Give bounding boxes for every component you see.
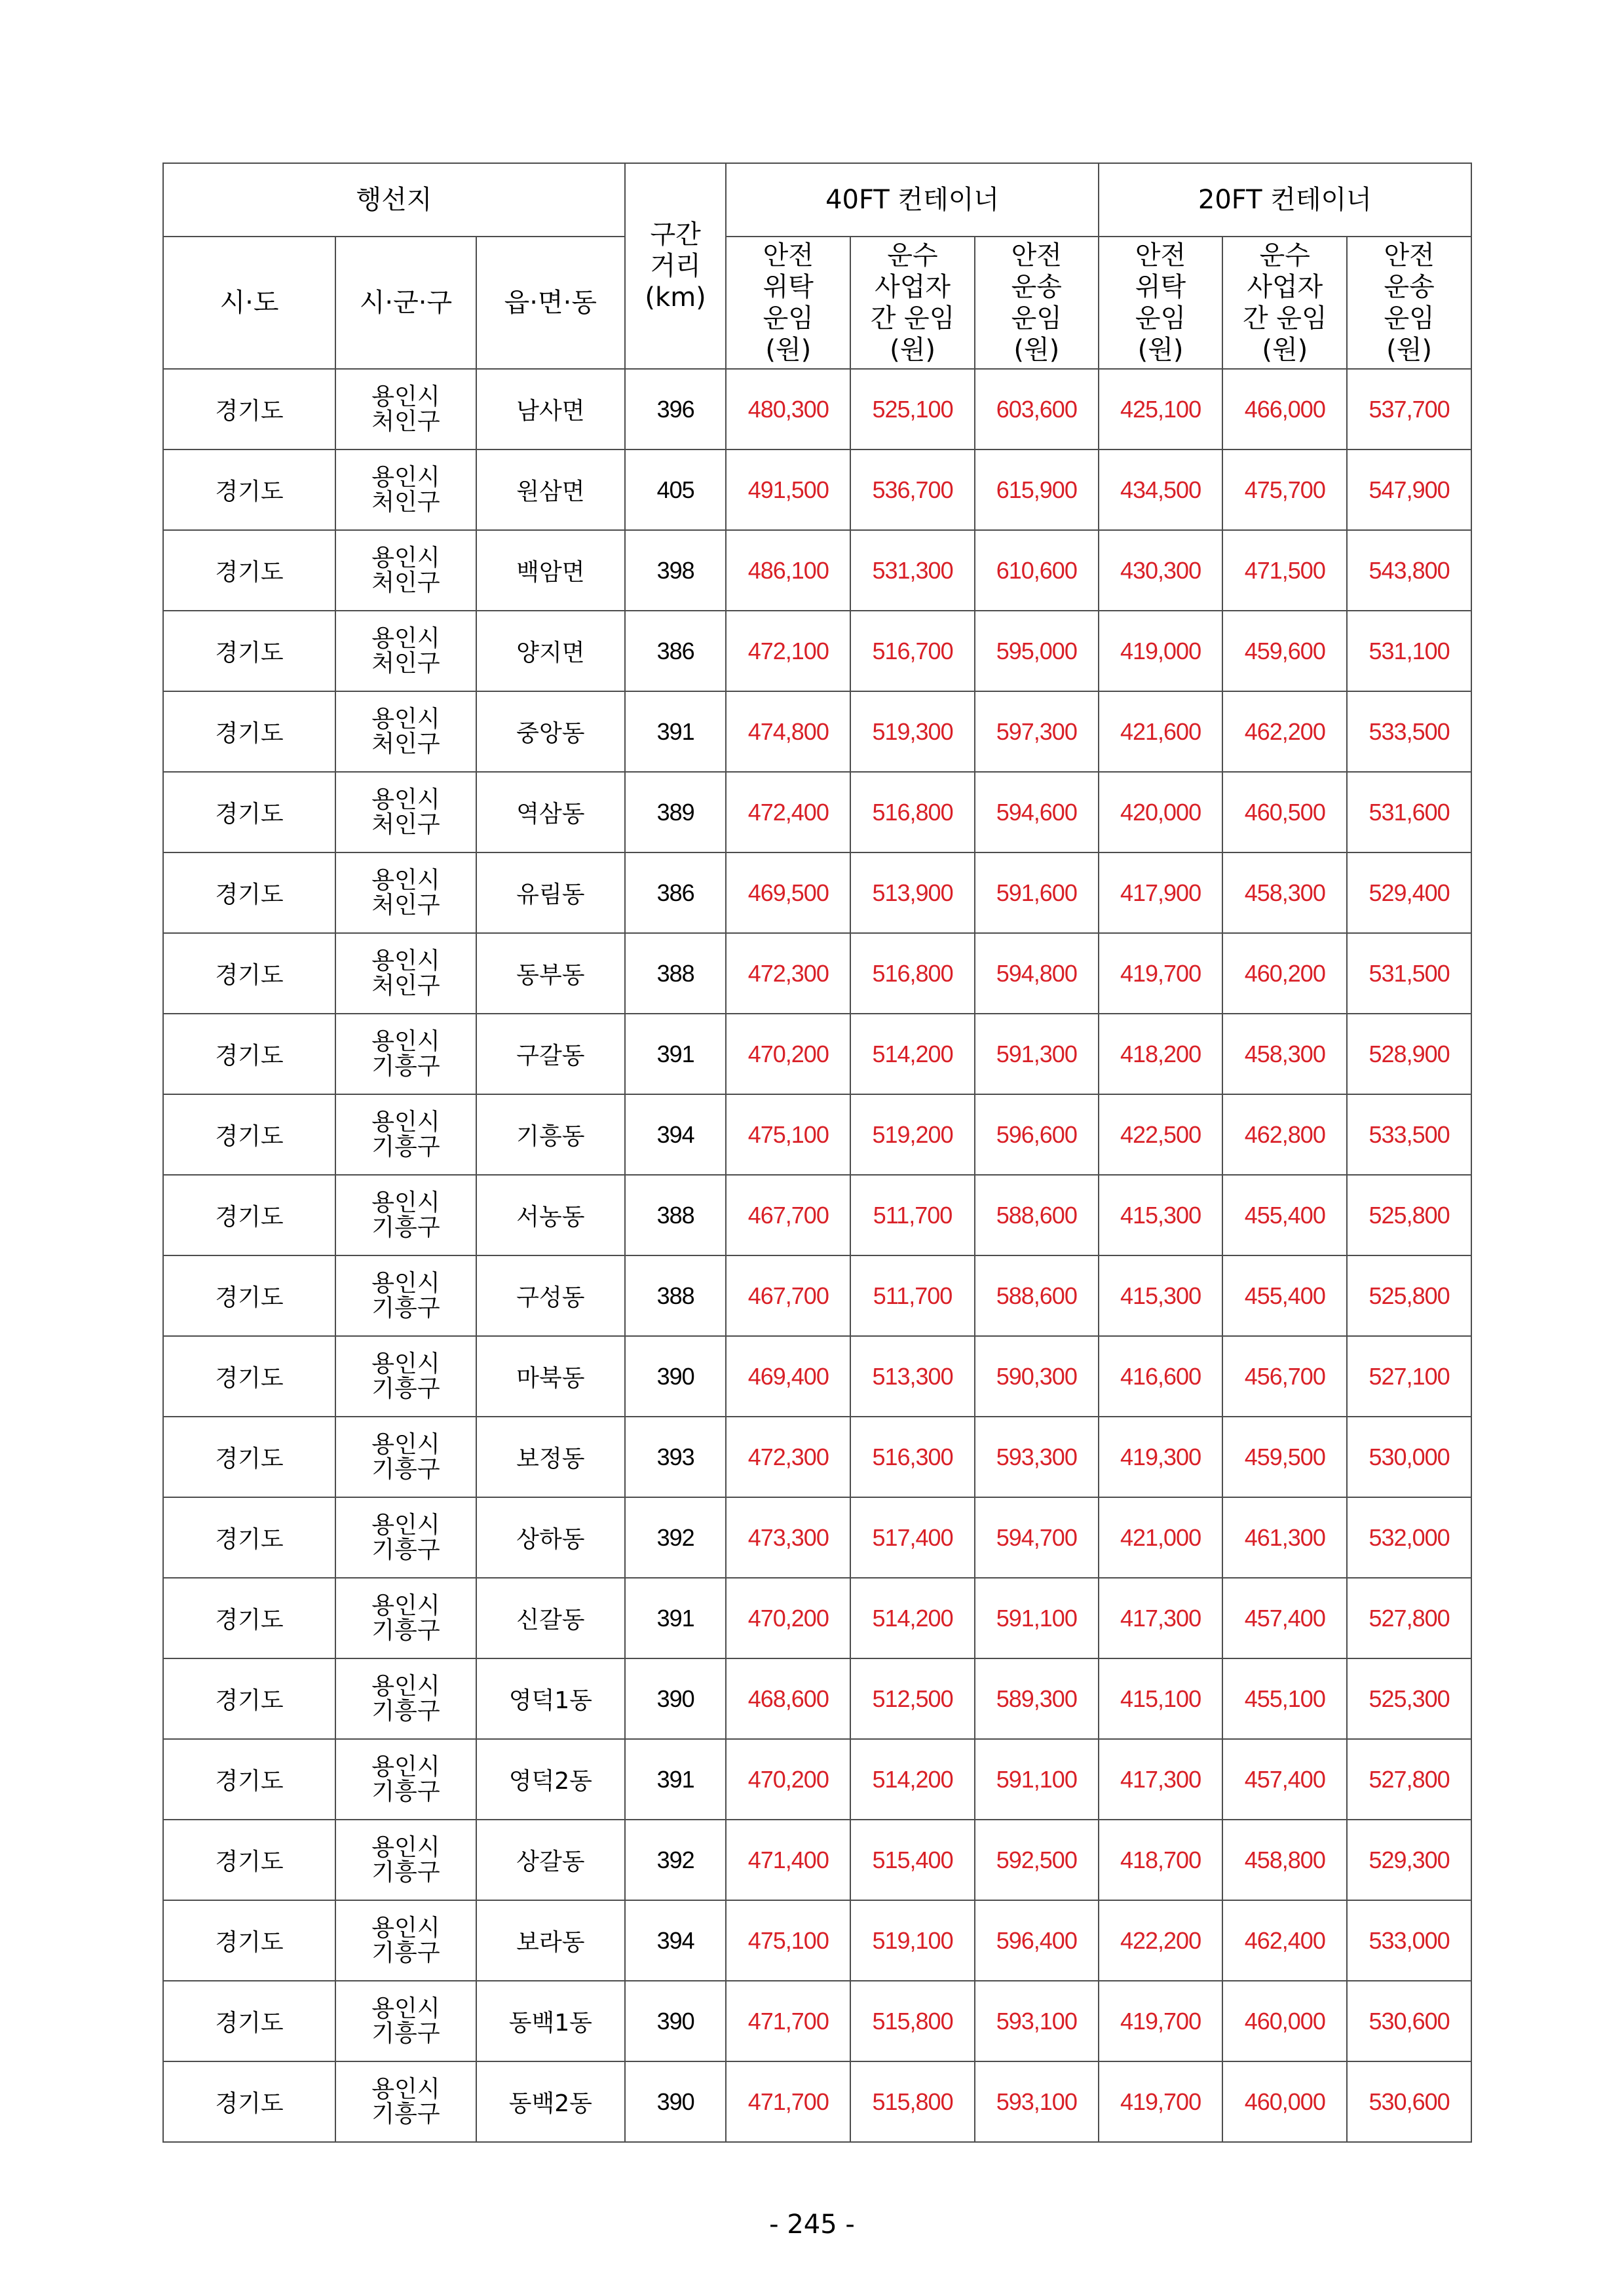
sido-cell: 경기도	[163, 530, 335, 611]
fare-cell: 460,000	[1222, 1981, 1347, 2061]
fare-cell: 460,200	[1222, 933, 1347, 1014]
fare-cell: 525,300	[1347, 1658, 1471, 1739]
sigungu-cell: 용인시 기흥구	[335, 1981, 476, 2061]
fare-cell: 531,600	[1347, 772, 1471, 852]
sido-cell: 경기도	[163, 450, 335, 530]
fare-cell: 455,400	[1222, 1255, 1347, 1336]
fare-cell: 473,300	[726, 1497, 850, 1578]
fare-cell: 593,100	[975, 1981, 1099, 2061]
distance-cell: 394	[625, 1094, 727, 1175]
table-row	[163, 1900, 1471, 1981]
fare-cell: 515,400	[850, 1820, 975, 1900]
container-40ft-header: 40FT 컨테이너	[726, 163, 1098, 237]
fare-cell: 536,700	[850, 450, 975, 530]
fare-cell: 458,300	[1222, 1014, 1347, 1094]
sigungu-cell: 용인시 처인구	[335, 450, 476, 530]
fare-cell: 593,300	[975, 1417, 1099, 1497]
fare-cell: 419,300	[1099, 1417, 1223, 1497]
sigungu-cell: 용인시 기흥구	[335, 1739, 476, 1820]
distance-cell: 398	[625, 530, 727, 611]
fare-cell: 514,200	[850, 1014, 975, 1094]
fare-cell: 491,500	[726, 450, 850, 530]
fare-cell: 527,800	[1347, 1578, 1471, 1658]
fare-cell: 588,600	[975, 1255, 1099, 1336]
fare-cell: 467,700	[726, 1175, 850, 1255]
distance-cell: 390	[625, 1981, 727, 2061]
table-row	[163, 691, 1471, 772]
fare-cell: 457,400	[1222, 1739, 1347, 1820]
fare-cell: 470,200	[726, 1578, 850, 1658]
freight-rate-table	[162, 163, 1472, 2143]
sido-header: 시·도	[163, 237, 335, 369]
distance-cell: 392	[625, 1820, 727, 1900]
fare-cell: 595,000	[975, 611, 1099, 691]
fare-cell: 422,500	[1099, 1094, 1223, 1175]
fare-cell: 458,800	[1222, 1820, 1347, 1900]
fare-cell: 462,800	[1222, 1094, 1347, 1175]
fare-cell: 594,600	[975, 772, 1099, 852]
eupmyeondong-cell: 구성동	[476, 1255, 625, 1336]
fare-cell: 525,800	[1347, 1175, 1471, 1255]
fare-cell: 421,000	[1099, 1497, 1223, 1578]
fare-cell: 516,300	[850, 1417, 975, 1497]
fare-cell: 597,300	[975, 691, 1099, 772]
fare-cell: 513,300	[850, 1336, 975, 1417]
fare-cell: 588,600	[975, 1175, 1099, 1255]
eupmyeondong-cell: 기흥동	[476, 1094, 625, 1175]
fare-cell: 480,300	[726, 369, 850, 450]
eupmyeondong-cell: 동백2동	[476, 2061, 625, 2142]
fare-cell: 470,200	[726, 1739, 850, 1820]
eupmyeondong-cell: 동백1동	[476, 1981, 625, 2061]
fare-cell: 475,100	[726, 1900, 850, 1981]
fare-cell: 529,400	[1347, 852, 1471, 933]
fare-cell: 531,300	[850, 530, 975, 611]
fare-cell: 547,900	[1347, 450, 1471, 530]
eupmyeondong-cell: 보정동	[476, 1417, 625, 1497]
eupmyeondong-cell: 양지면	[476, 611, 625, 691]
eupmyeondong-cell: 서농동	[476, 1175, 625, 1255]
table-row	[163, 1417, 1471, 1497]
fare-cell: 531,100	[1347, 611, 1471, 691]
fare-cell: 519,100	[850, 1900, 975, 1981]
table-row	[163, 530, 1471, 611]
sido-cell: 경기도	[163, 2061, 335, 2142]
distance-cell: 390	[625, 2061, 727, 2142]
fare-cell: 594,800	[975, 933, 1099, 1014]
fare-type-header-20-safety-transport: 안전 운송 운임 (원)	[1347, 237, 1471, 369]
sido-cell: 경기도	[163, 1578, 335, 1658]
fare-cell: 532,000	[1347, 1497, 1471, 1578]
sido-cell: 경기도	[163, 1658, 335, 1739]
fare-type-header-40-inter-carrier: 운수 사업자 간 운임 (원)	[850, 237, 975, 369]
table-body	[163, 369, 1471, 2142]
fare-cell: 415,300	[1099, 1175, 1223, 1255]
fare-cell: 603,600	[975, 369, 1099, 450]
fare-cell: 596,600	[975, 1094, 1099, 1175]
fare-cell: 517,400	[850, 1497, 975, 1578]
table-row	[163, 1175, 1471, 1255]
distance-header: 구간 거리 (km)	[625, 163, 727, 369]
distance-cell: 396	[625, 369, 727, 450]
distance-cell: 388	[625, 1255, 727, 1336]
fare-cell: 527,800	[1347, 1739, 1471, 1820]
distance-cell: 388	[625, 933, 727, 1014]
sigungu-cell: 용인시 기흥구	[335, 1417, 476, 1497]
destination-header: 행선지	[163, 163, 625, 237]
sigungu-cell: 용인시 처인구	[335, 852, 476, 933]
container-20ft-header: 20FT 컨테이너	[1099, 163, 1471, 237]
table-row	[163, 1820, 1471, 1900]
fare-cell: 594,700	[975, 1497, 1099, 1578]
eupmyeondong-cell: 영덕2동	[476, 1739, 625, 1820]
table-row	[163, 1497, 1471, 1578]
fare-cell: 421,600	[1099, 691, 1223, 772]
fare-cell: 417,300	[1099, 1739, 1223, 1820]
sigungu-cell: 용인시 기흥구	[335, 1175, 476, 1255]
distance-cell: 393	[625, 1417, 727, 1497]
fare-cell: 475,700	[1222, 450, 1347, 530]
fare-cell: 471,500	[1222, 530, 1347, 611]
eupmyeondong-cell: 신갈동	[476, 1578, 625, 1658]
table-row	[163, 450, 1471, 530]
fare-cell: 516,800	[850, 772, 975, 852]
fare-cell: 471,700	[726, 1981, 850, 2061]
table-row	[163, 1336, 1471, 1417]
fare-cell: 417,300	[1099, 1578, 1223, 1658]
fare-cell: 529,300	[1347, 1820, 1471, 1900]
sigungu-cell: 용인시 기흥구	[335, 2061, 476, 2142]
fare-cell: 419,700	[1099, 933, 1223, 1014]
table-row	[163, 933, 1471, 1014]
sigungu-header: 시·군·구	[335, 237, 476, 369]
eupmyeondong-cell: 구갈동	[476, 1014, 625, 1094]
sido-cell: 경기도	[163, 1417, 335, 1497]
fare-cell: 416,600	[1099, 1336, 1223, 1417]
eupmyeondong-cell: 남사면	[476, 369, 625, 450]
header-row-bottom	[163, 237, 1471, 369]
fare-cell: 512,500	[850, 1658, 975, 1739]
distance-cell: 391	[625, 1014, 727, 1094]
table-row	[163, 1094, 1471, 1175]
fare-cell: 589,300	[975, 1658, 1099, 1739]
eupmyeondong-cell: 보라동	[476, 1900, 625, 1981]
fare-cell: 593,100	[975, 2061, 1099, 2142]
fare-cell: 459,600	[1222, 611, 1347, 691]
distance-cell: 386	[625, 611, 727, 691]
table-row	[163, 611, 1471, 691]
fare-cell: 530,600	[1347, 1981, 1471, 2061]
fare-cell: 515,800	[850, 1981, 975, 2061]
eupmyeondong-cell: 백암면	[476, 530, 625, 611]
distance-cell: 391	[625, 1578, 727, 1658]
fare-cell: 590,300	[975, 1336, 1099, 1417]
table-row	[163, 369, 1471, 450]
sido-cell: 경기도	[163, 369, 335, 450]
fare-cell: 519,200	[850, 1094, 975, 1175]
fare-cell: 516,800	[850, 933, 975, 1014]
fare-cell: 472,400	[726, 772, 850, 852]
fare-cell: 415,300	[1099, 1255, 1223, 1336]
fare-cell: 511,700	[850, 1255, 975, 1336]
fare-type-header-40-safety-consignment: 안전 위탁 운임 (원)	[726, 237, 850, 369]
fare-cell: 461,300	[1222, 1497, 1347, 1578]
sigungu-cell: 용인시 처인구	[335, 611, 476, 691]
sido-cell: 경기도	[163, 1094, 335, 1175]
distance-cell: 391	[625, 1739, 727, 1820]
fare-cell: 469,500	[726, 852, 850, 933]
fare-cell: 519,300	[850, 691, 975, 772]
fare-cell: 419,700	[1099, 2061, 1223, 2142]
sigungu-cell: 용인시 기흥구	[335, 1014, 476, 1094]
eupmyeondong-cell: 동부동	[476, 933, 625, 1014]
table-row	[163, 1981, 1471, 2061]
fare-cell: 591,300	[975, 1014, 1099, 1094]
sigungu-cell: 용인시 기흥구	[335, 1900, 476, 1981]
fare-cell: 415,100	[1099, 1658, 1223, 1739]
distance-cell: 405	[625, 450, 727, 530]
table-row	[163, 1014, 1471, 1094]
distance-cell: 390	[625, 1336, 727, 1417]
fare-cell: 472,100	[726, 611, 850, 691]
fare-cell: 471,700	[726, 2061, 850, 2142]
fare-cell: 530,600	[1347, 2061, 1471, 2142]
fare-cell: 462,200	[1222, 691, 1347, 772]
eupmyeondong-cell: 상하동	[476, 1497, 625, 1578]
fare-cell: 455,400	[1222, 1175, 1347, 1255]
fare-cell: 533,500	[1347, 1094, 1471, 1175]
sido-cell: 경기도	[163, 933, 335, 1014]
fare-cell: 528,900	[1347, 1014, 1471, 1094]
sigungu-cell: 용인시 기흥구	[335, 1255, 476, 1336]
fare-cell: 420,000	[1099, 772, 1223, 852]
table-row	[163, 852, 1471, 933]
sigungu-cell: 용인시 기흥구	[335, 1578, 476, 1658]
fare-cell: 533,500	[1347, 691, 1471, 772]
fare-cell: 419,700	[1099, 1981, 1223, 2061]
fare-cell: 475,100	[726, 1094, 850, 1175]
eupmyeondong-cell: 중앙동	[476, 691, 625, 772]
fare-cell: 462,400	[1222, 1900, 1347, 1981]
sido-cell: 경기도	[163, 611, 335, 691]
eupmyeondong-cell: 영덕1동	[476, 1658, 625, 1739]
fare-cell: 468,600	[726, 1658, 850, 1739]
sigungu-cell: 용인시 기흥구	[335, 1658, 476, 1739]
sido-cell: 경기도	[163, 1255, 335, 1336]
fare-cell: 471,400	[726, 1820, 850, 1900]
sido-cell: 경기도	[163, 1820, 335, 1900]
distance-cell: 389	[625, 772, 727, 852]
table-row	[163, 1255, 1471, 1336]
distance-cell: 392	[625, 1497, 727, 1578]
fare-cell: 460,000	[1222, 2061, 1347, 2142]
fare-cell: 469,400	[726, 1336, 850, 1417]
sigungu-cell: 용인시 처인구	[335, 691, 476, 772]
fare-cell: 513,900	[850, 852, 975, 933]
fare-cell: 533,000	[1347, 1900, 1471, 1981]
fare-cell: 591,100	[975, 1739, 1099, 1820]
distance-cell: 394	[625, 1900, 727, 1981]
fare-cell: 543,800	[1347, 530, 1471, 611]
fare-cell: 514,200	[850, 1578, 975, 1658]
table-row	[163, 1578, 1471, 1658]
fare-cell: 474,800	[726, 691, 850, 772]
fare-cell: 472,300	[726, 933, 850, 1014]
sido-cell: 경기도	[163, 1900, 335, 1981]
sido-cell: 경기도	[163, 1981, 335, 2061]
table-row	[163, 1658, 1471, 1739]
sigungu-cell: 용인시 기흥구	[335, 1497, 476, 1578]
fare-cell: 592,500	[975, 1820, 1099, 1900]
fare-cell: 418,700	[1099, 1820, 1223, 1900]
fare-cell: 591,600	[975, 852, 1099, 933]
sido-cell: 경기도	[163, 691, 335, 772]
eupmyeondong-cell: 유림동	[476, 852, 625, 933]
header-row-top	[163, 163, 1471, 237]
fare-cell: 470,200	[726, 1014, 850, 1094]
distance-cell: 390	[625, 1658, 727, 1739]
sido-cell: 경기도	[163, 772, 335, 852]
fare-cell: 417,900	[1099, 852, 1223, 933]
fare-cell: 458,300	[1222, 852, 1347, 933]
fare-type-header-20-safety-consignment: 안전 위탁 운임 (원)	[1099, 237, 1223, 369]
fare-type-header-20-inter-carrier: 운수 사업자 간 운임 (원)	[1222, 237, 1347, 369]
distance-cell: 391	[625, 691, 727, 772]
fare-cell: 419,000	[1099, 611, 1223, 691]
sido-cell: 경기도	[163, 1175, 335, 1255]
fare-cell: 615,900	[975, 450, 1099, 530]
eupmyeondong-header: 읍·면·동	[476, 237, 625, 369]
sido-cell: 경기도	[163, 852, 335, 933]
fare-cell: 472,300	[726, 1417, 850, 1497]
fare-cell: 596,400	[975, 1900, 1099, 1981]
sido-cell: 경기도	[163, 1336, 335, 1417]
fare-cell: 457,400	[1222, 1578, 1347, 1658]
sigungu-cell: 용인시 처인구	[335, 933, 476, 1014]
fare-cell: 537,700	[1347, 369, 1471, 450]
sigungu-cell: 용인시 기흥구	[335, 1336, 476, 1417]
fare-cell: 418,200	[1099, 1014, 1223, 1094]
eupmyeondong-cell: 원삼면	[476, 450, 625, 530]
page-number: - 245 -	[769, 2210, 855, 2240]
fare-cell: 531,500	[1347, 933, 1471, 1014]
table-row	[163, 2061, 1471, 2142]
fare-cell: 425,100	[1099, 369, 1223, 450]
fare-cell: 515,800	[850, 2061, 975, 2142]
fare-cell: 422,200	[1099, 1900, 1223, 1981]
table-row	[163, 772, 1471, 852]
fare-cell: 486,100	[726, 530, 850, 611]
fare-cell: 466,000	[1222, 369, 1347, 450]
fare-cell: 511,700	[850, 1175, 975, 1255]
fare-cell: 525,800	[1347, 1255, 1471, 1336]
fare-cell: 610,600	[975, 530, 1099, 611]
fare-cell: 530,000	[1347, 1417, 1471, 1497]
table-row	[163, 1739, 1471, 1820]
fare-type-header-40-safety-transport: 안전 운송 운임 (원)	[975, 237, 1099, 369]
fare-cell: 591,100	[975, 1578, 1099, 1658]
sido-cell: 경기도	[163, 1497, 335, 1578]
sigungu-cell: 용인시 처인구	[335, 772, 476, 852]
eupmyeondong-cell: 마북동	[476, 1336, 625, 1417]
fare-cell: 456,700	[1222, 1336, 1347, 1417]
sigungu-cell: 용인시 처인구	[335, 530, 476, 611]
fare-cell: 459,500	[1222, 1417, 1347, 1497]
eupmyeondong-cell: 역삼동	[476, 772, 625, 852]
fare-cell: 525,100	[850, 369, 975, 450]
sido-cell: 경기도	[163, 1014, 335, 1094]
fare-cell: 455,100	[1222, 1658, 1347, 1739]
fare-cell: 460,500	[1222, 772, 1347, 852]
fare-cell: 434,500	[1099, 450, 1223, 530]
sido-cell: 경기도	[163, 1739, 335, 1820]
sigungu-cell: 용인시 기흥구	[335, 1094, 476, 1175]
eupmyeondong-cell: 상갈동	[476, 1820, 625, 1900]
fare-cell: 527,100	[1347, 1336, 1471, 1417]
fare-cell: 467,700	[726, 1255, 850, 1336]
fare-cell: 516,700	[850, 611, 975, 691]
sigungu-cell: 용인시 처인구	[335, 369, 476, 450]
fare-cell: 430,300	[1099, 530, 1223, 611]
fare-cell: 514,200	[850, 1739, 975, 1820]
distance-cell: 388	[625, 1175, 727, 1255]
sigungu-cell: 용인시 기흥구	[335, 1820, 476, 1900]
distance-cell: 386	[625, 852, 727, 933]
